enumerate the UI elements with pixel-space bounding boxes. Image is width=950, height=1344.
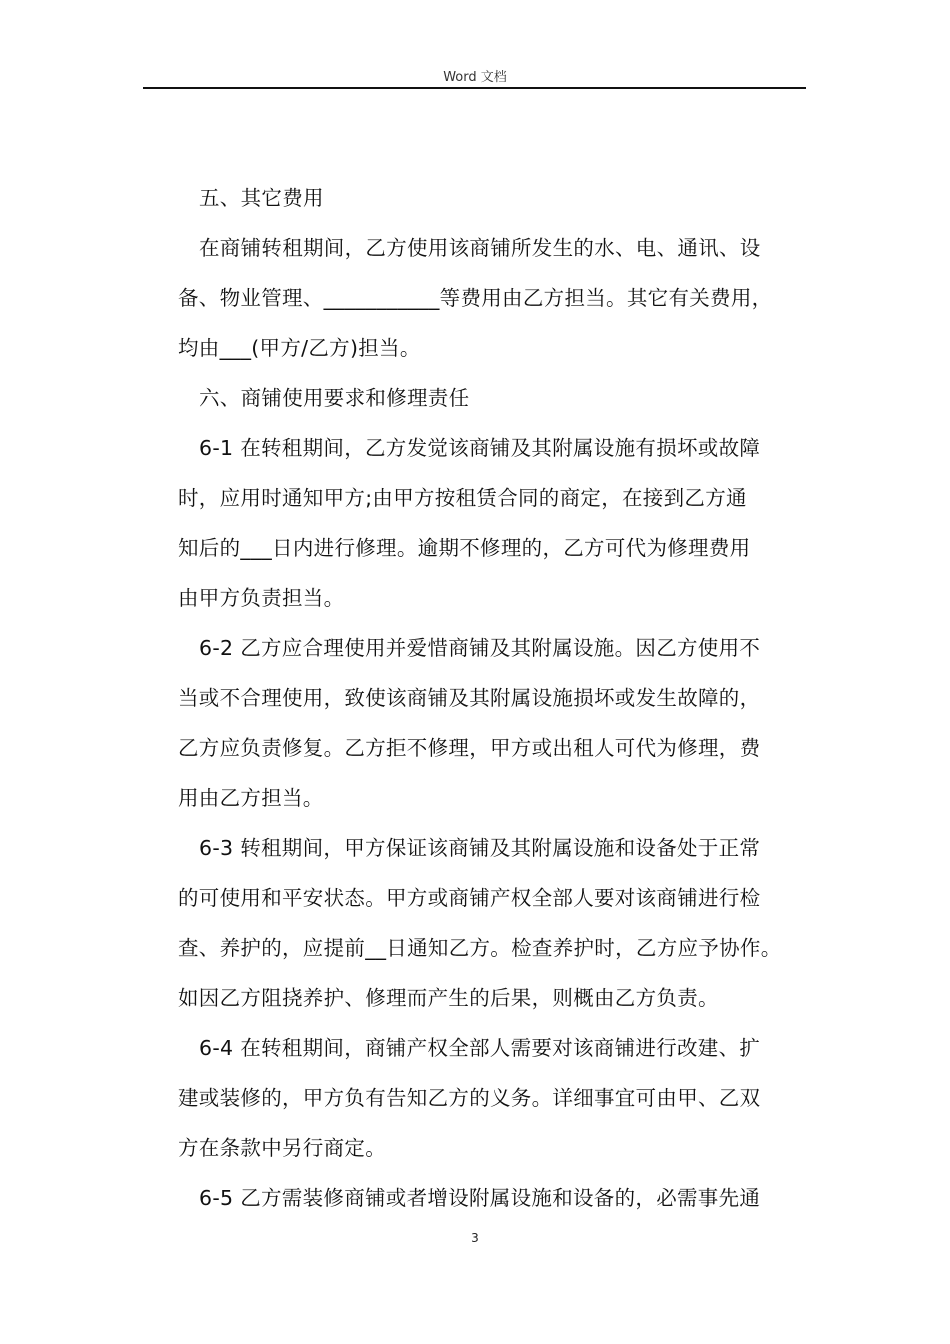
clause-line: 用由乙方担当。 [178, 786, 324, 810]
paragraph-line: 备、物业管理、___________等费用由乙方担当。其它有关费用， [178, 286, 773, 310]
clause-line: 6-2 乙方应合理使用并爱惜商铺及其附属设施。因乙方使用不 [199, 636, 761, 660]
clause-line: 由甲方负责担当。 [178, 586, 345, 610]
document-body [178, 180, 818, 1230]
clause-line: 时，应用时通知甲方;由甲方按租赁合同的商定，在接到乙方通 [178, 486, 747, 510]
clause-line: 6-3 转租期间，甲方保证该商铺及其附属设施和设备处于正常 [199, 836, 761, 860]
clause-line: 查、养护的，应提前__日通知乙方。检查养护时，乙方应予协作。 [178, 936, 782, 960]
clause-line: 建或装修的，甲方负有告知乙方的义务。详细事宜可由甲、乙双 [178, 1086, 761, 1110]
document-header: Word 文档 [443, 70, 507, 85]
page-number: 3 [471, 1231, 479, 1245]
clause-line: 6-5 乙方需装修商铺或者增设附属设施和设备的，必需事先通 [199, 1186, 761, 1210]
header-divider [143, 87, 806, 89]
paragraph-line: 均由___(甲方/乙方)担当。 [178, 336, 421, 360]
clause-line: 6-1 在转租期间，乙方发觉该商铺及其附属设施有损坏或故障 [199, 436, 761, 460]
section-heading: 五、其它费用 [199, 186, 324, 210]
clause-line: 的可使用和平安状态。甲方或商铺产权全部人要对该商铺进行检 [178, 886, 761, 910]
section-heading: 六、商铺使用要求和修理责任 [199, 386, 470, 410]
clause-line: 方在条款中另行商定。 [178, 1136, 386, 1160]
clause-line: 知后的___日内进行修理。逾期不修理的，乙方可代为修理费用 [178, 536, 751, 560]
clause-line: 如因乙方阻挠养护、修理而产生的后果，则概由乙方负责。 [178, 986, 719, 1010]
clause-line: 当或不合理使用，致使该商铺及其附属设施损坏或发生故障的， [178, 686, 761, 710]
clause-line: 乙方应负责修复。乙方拒不修理，甲方或出租人可代为修理，费 [178, 736, 761, 760]
paragraph-line: 在商铺转租期间，乙方使用该商铺所发生的水、电、通讯、设 [199, 236, 761, 260]
clause-line: 6-4 在转租期间，商铺产权全部人需要对该商铺进行改建、扩 [199, 1036, 761, 1060]
